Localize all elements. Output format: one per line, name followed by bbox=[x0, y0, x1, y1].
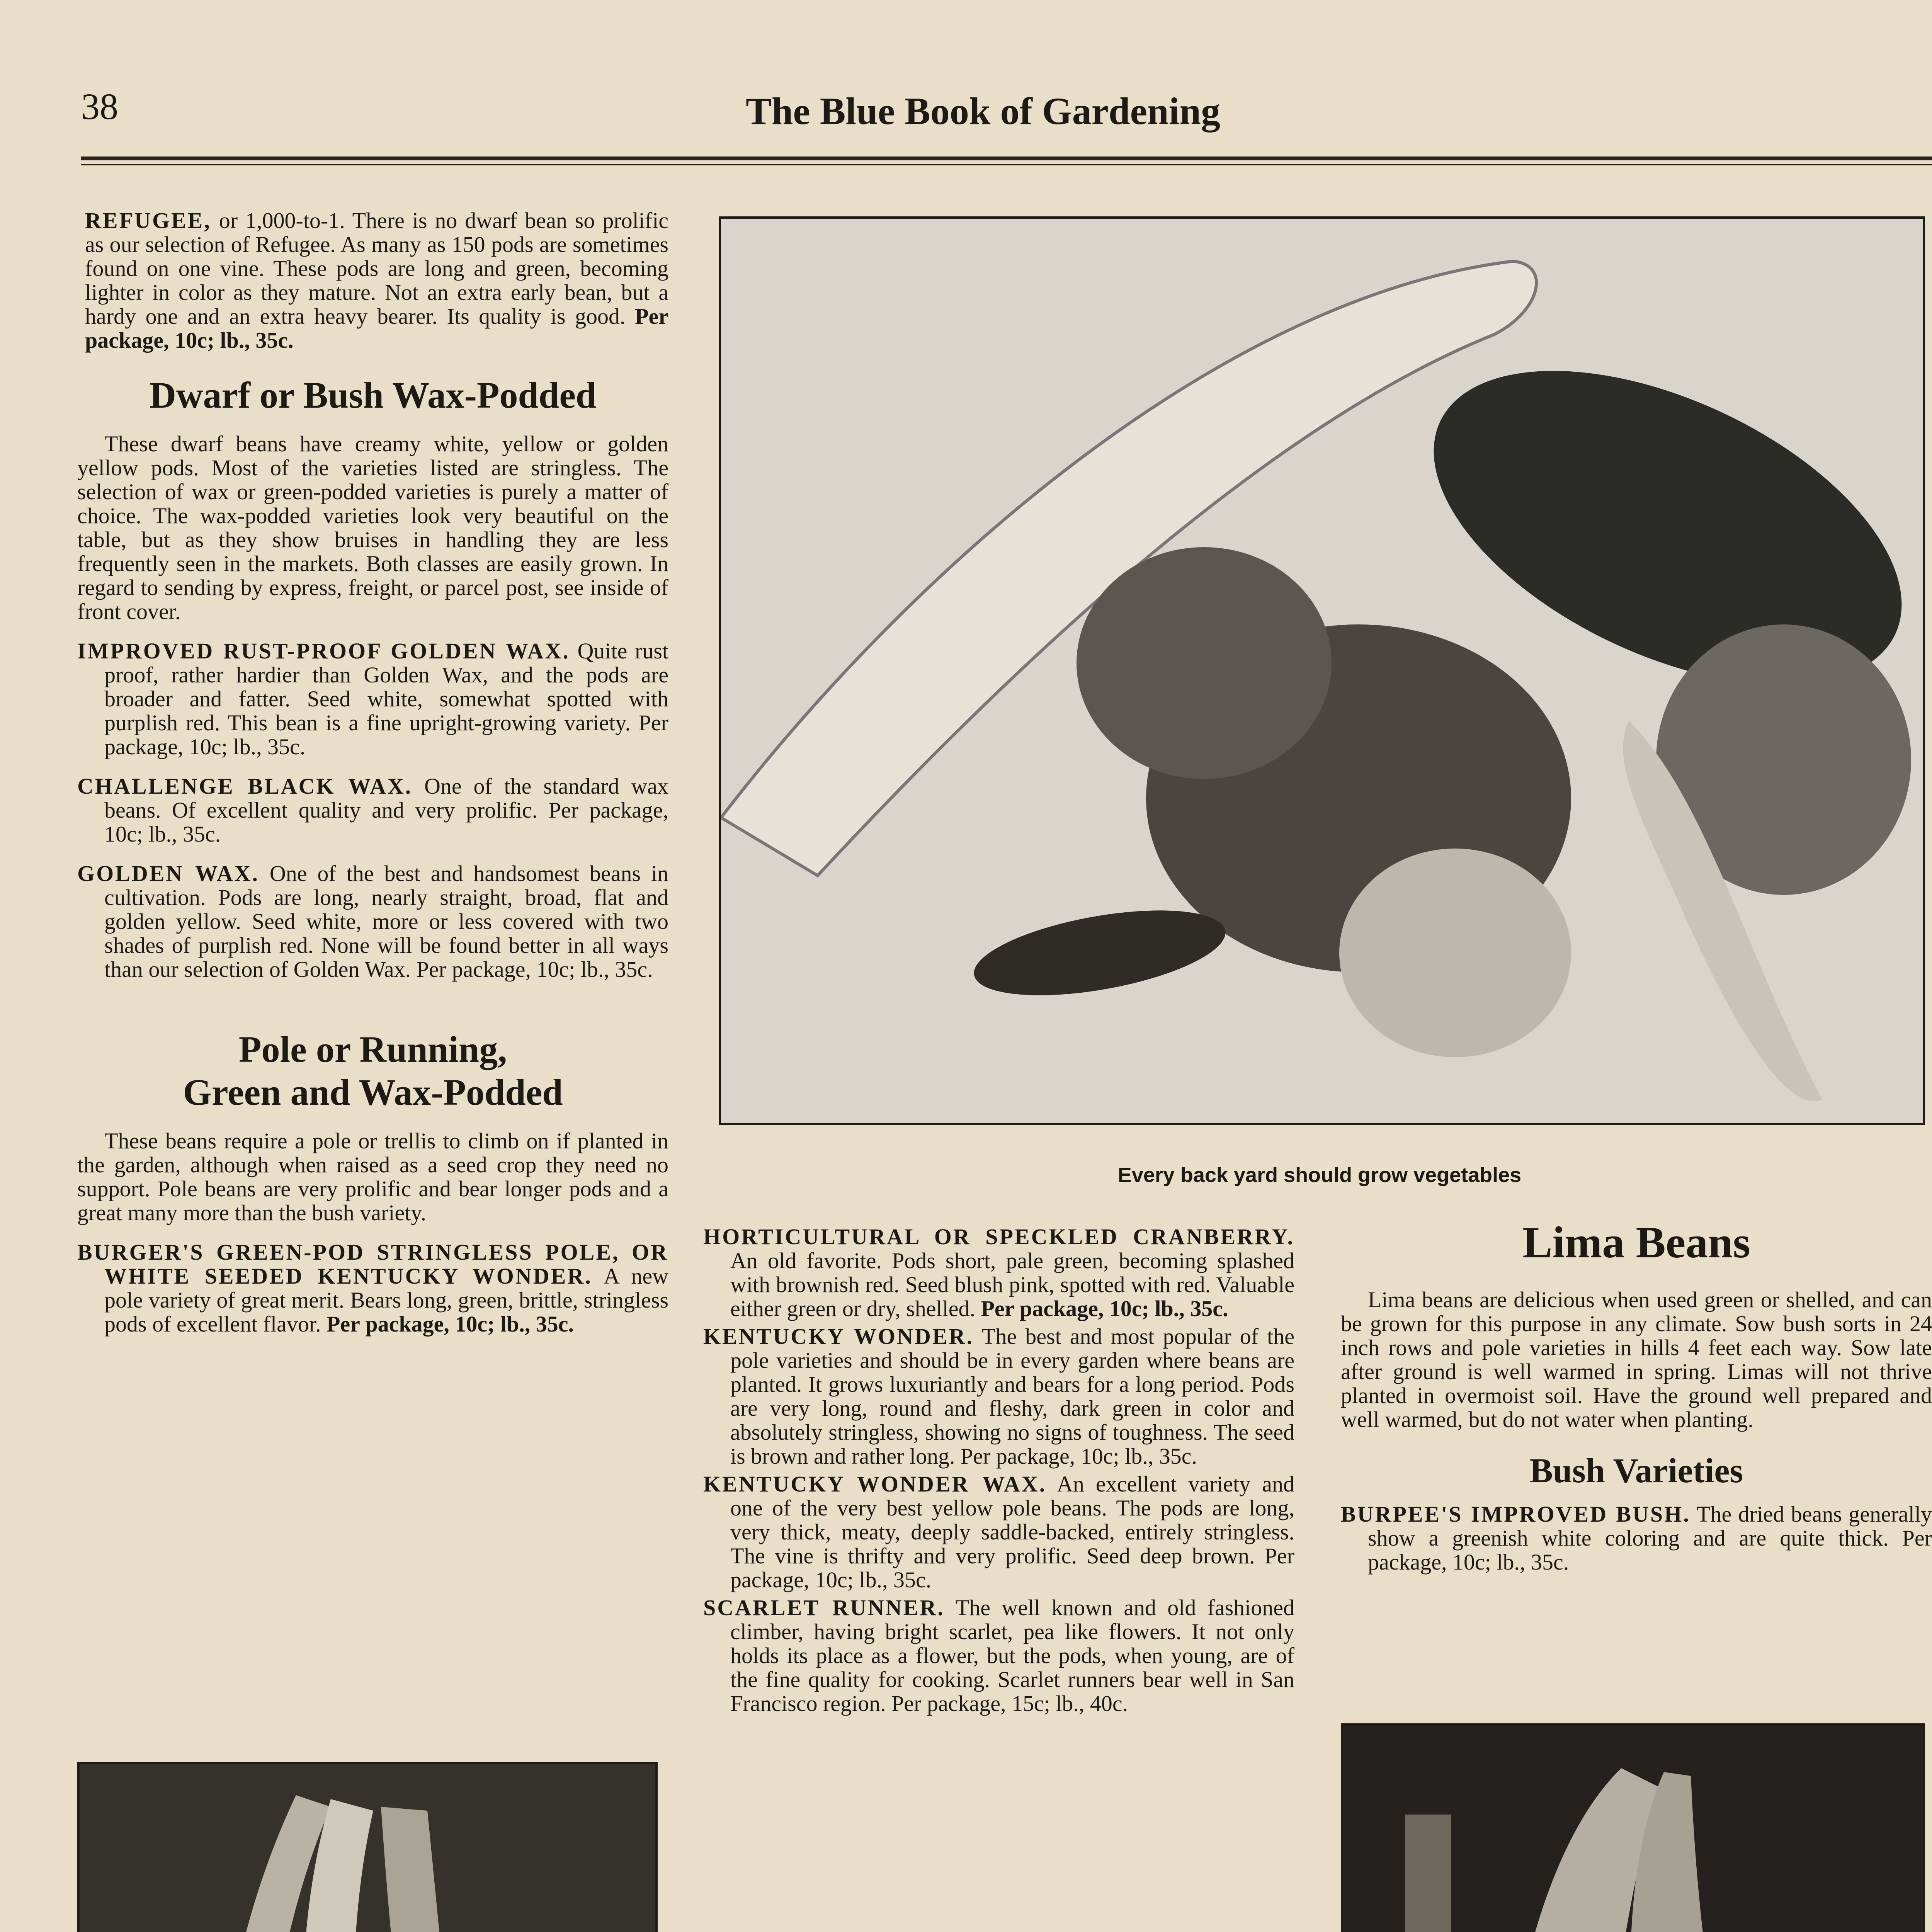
golden-text: One of the best and handsomest beans in cultivation. Pods are long, nearly straight, broad, flat and golden yellow. Seed white, more or less covered with two shades of purplish red. None will be found better in all ways than our selection of Golden Wax. Per package, 10c; lb., 35c. bbox=[104, 861, 669, 982]
pole-heading-line1: Pole or Running, bbox=[238, 1029, 507, 1070]
dwarf-heading: Dwarf or Bush Wax-Podded bbox=[149, 374, 597, 416]
rustproof-text: Quite rust proof, rather hardier than Golden Wax, and the pods are broader and fatter. Seed white, somewhat spotted with purplish red. This bean is a fine upright-growing variety. Per package, 10c; lb., 35c. bbox=[104, 638, 669, 759]
lima-pods-image bbox=[1343, 1726, 1923, 1932]
refugee-price: Per package, 10c; lb., 35c. bbox=[85, 304, 668, 353]
rustproof-lead: IMPROVED RUST-PROOF GOLDEN WAX. bbox=[77, 638, 570, 663]
burpee-lead: BURPEE'S IMPROVED BUSH. bbox=[1341, 1502, 1690, 1527]
golden-lead: GOLDEN WAX. bbox=[77, 861, 260, 886]
kentucky-lead: KENTUCKY WONDER. bbox=[703, 1324, 974, 1349]
kentucky-entry bbox=[703, 1325, 1294, 1468]
horticultural-entry bbox=[703, 1225, 1294, 1321]
golden-entry bbox=[77, 862, 668, 981]
challenge-lead: CHALLENGE BLACK WAX. bbox=[77, 774, 413, 799]
header-rule bbox=[81, 156, 1932, 160]
horticultural-text: An old favorite. Pods short, pale green, becoming splashed with brownish red. Seed blush pink, spotted with red. Valuable either green or dry, shelled. bbox=[730, 1248, 1294, 1321]
burpee-text: The dried beans generally show a greenish white coloring and are quite thick. Per package, 10c; lb., 35c. bbox=[1368, 1502, 1932, 1575]
burpee-entry bbox=[1341, 1502, 1932, 1574]
horticultural-lead: HORTICULTURAL OR SPECKLED CRANBERRY. bbox=[703, 1224, 1294, 1249]
photo-kentucky-wonder bbox=[77, 1762, 658, 1932]
pole-intro: These beans require a pole or trellis to climb on if planted in the garden, although when raised as a seed crop they need no support. Pole beans are very prolific and bear longer pods and a great many more than the bush variety. bbox=[77, 1128, 668, 1225]
running-title: The Blue Book of Gardening bbox=[746, 90, 1220, 133]
photo-vegetables bbox=[719, 216, 1925, 1125]
refugee-lead: REFUGEE, bbox=[85, 208, 211, 233]
burger-text: A new pole variety of great merit. Bears long, green, brittle, stringless pods of excellent flavor. bbox=[104, 1264, 668, 1337]
burger-lead: BURGER'S GREEN-POD STRINGLESS POLE, OR WHITE SEEDED KENTUCKY WONDER. bbox=[77, 1240, 668, 1289]
kentucky-wax-lead: KENTUCKY WONDER WAX. bbox=[703, 1471, 1047, 1497]
scarlet-entry bbox=[703, 1596, 1294, 1716]
vegetables-image bbox=[721, 219, 1923, 1123]
refugee-entry bbox=[77, 209, 668, 352]
horticultural-price: Per package, 10c; lb., 35c. bbox=[981, 1296, 1228, 1321]
burger-price: Per package, 10c; lb., 35c. bbox=[327, 1311, 574, 1337]
pole-heading-line2: Green and Wax-Podded bbox=[183, 1071, 563, 1113]
scarlet-lead: SCARLET RUNNER. bbox=[703, 1595, 945, 1620]
bush-heading: Bush Varieties bbox=[1529, 1452, 1743, 1490]
kentucky-text: The best and most popular of the pole varieties and should be in every garden where beans are planted. It grows luxuriantly and bears for a long period. Pods are very long, round and fleshy, dark green in color and absolutely stringless, showing no signs of toughness. The seed is brown and rather long. Per package, 10c; lb., 35c. bbox=[730, 1324, 1294, 1469]
middle-column bbox=[703, 1225, 1294, 1716]
header-rule-thin bbox=[81, 164, 1932, 165]
lima-intro: Lima beans are delicious when used green or shelled, and can be grown for this purpose in any climate. Sow bush sorts in 24 inch rows and pole varieties in hills 4 feet each way. Sow late after ground is well warmed in spring. Limas will not thrive planted in overmoist soil. Have the ground well prepared and well warmed, but do not water when planting. bbox=[1341, 1287, 1932, 1432]
right-column bbox=[1341, 1217, 1932, 1574]
caption-vegetables: Every back yard should grow vegetables bbox=[1117, 1163, 1522, 1187]
rustproof-entry bbox=[77, 639, 668, 759]
photo-bush-lima bbox=[1341, 1723, 1925, 1932]
scarlet-text: The well known and old fashioned climber, having bright scarlet, pea like flowers. It not only holds its place as a flower, but the pods, when young, are of the fine quality for cooking. Scarlet runners bear well in San Francisco region. Per package, 15c; lb., 40c. bbox=[730, 1595, 1294, 1716]
lima-heading: Lima Beans bbox=[1522, 1218, 1750, 1267]
page-number: 38 bbox=[81, 86, 118, 127]
dwarf-intro: These dwarf beans have creamy white, yellow or golden yellow pods. Most of the varieties listed are stringless. The selection of wax or green-podded varieties is purely a matter of choice. The wax-podded varieties look very beautiful on the table, but as they show bruises in handling they are less frequently seen in the markets. Both classes are easily grown. In regard to sending by express, freight, or parcel post, see inside of front cover. bbox=[77, 431, 668, 624]
bean-pods-image bbox=[80, 1764, 655, 1932]
kentucky-wax-entry bbox=[703, 1472, 1294, 1592]
refugee-text: or 1,000-to-1. There is no dwarf bean so prolific as our selection of Refugee. As many as 150 pods are sometimes found on one vine. These pods are long and green, becoming lighter in color as they mature. Not an extra early bean, but a hardy one and an extra heavy bearer. Its quality is good. bbox=[85, 208, 668, 329]
challenge-text: One of the standard wax beans. Of excellent quality and very prolific. Per package, 10c; lb., 35c. bbox=[104, 774, 669, 847]
burger-entry bbox=[77, 1240, 668, 1336]
left-column bbox=[77, 209, 668, 1336]
challenge-entry bbox=[77, 774, 668, 846]
kentucky-wax-text: An excellent variety and one of the very best yellow pole beans. The pods are long, very thick, meaty, deeply saddle-backed, entirely stringless. The vine is thrifty and very prolific. Seed deep brown. Per package, 10c; lb., 35c. bbox=[730, 1471, 1294, 1592]
